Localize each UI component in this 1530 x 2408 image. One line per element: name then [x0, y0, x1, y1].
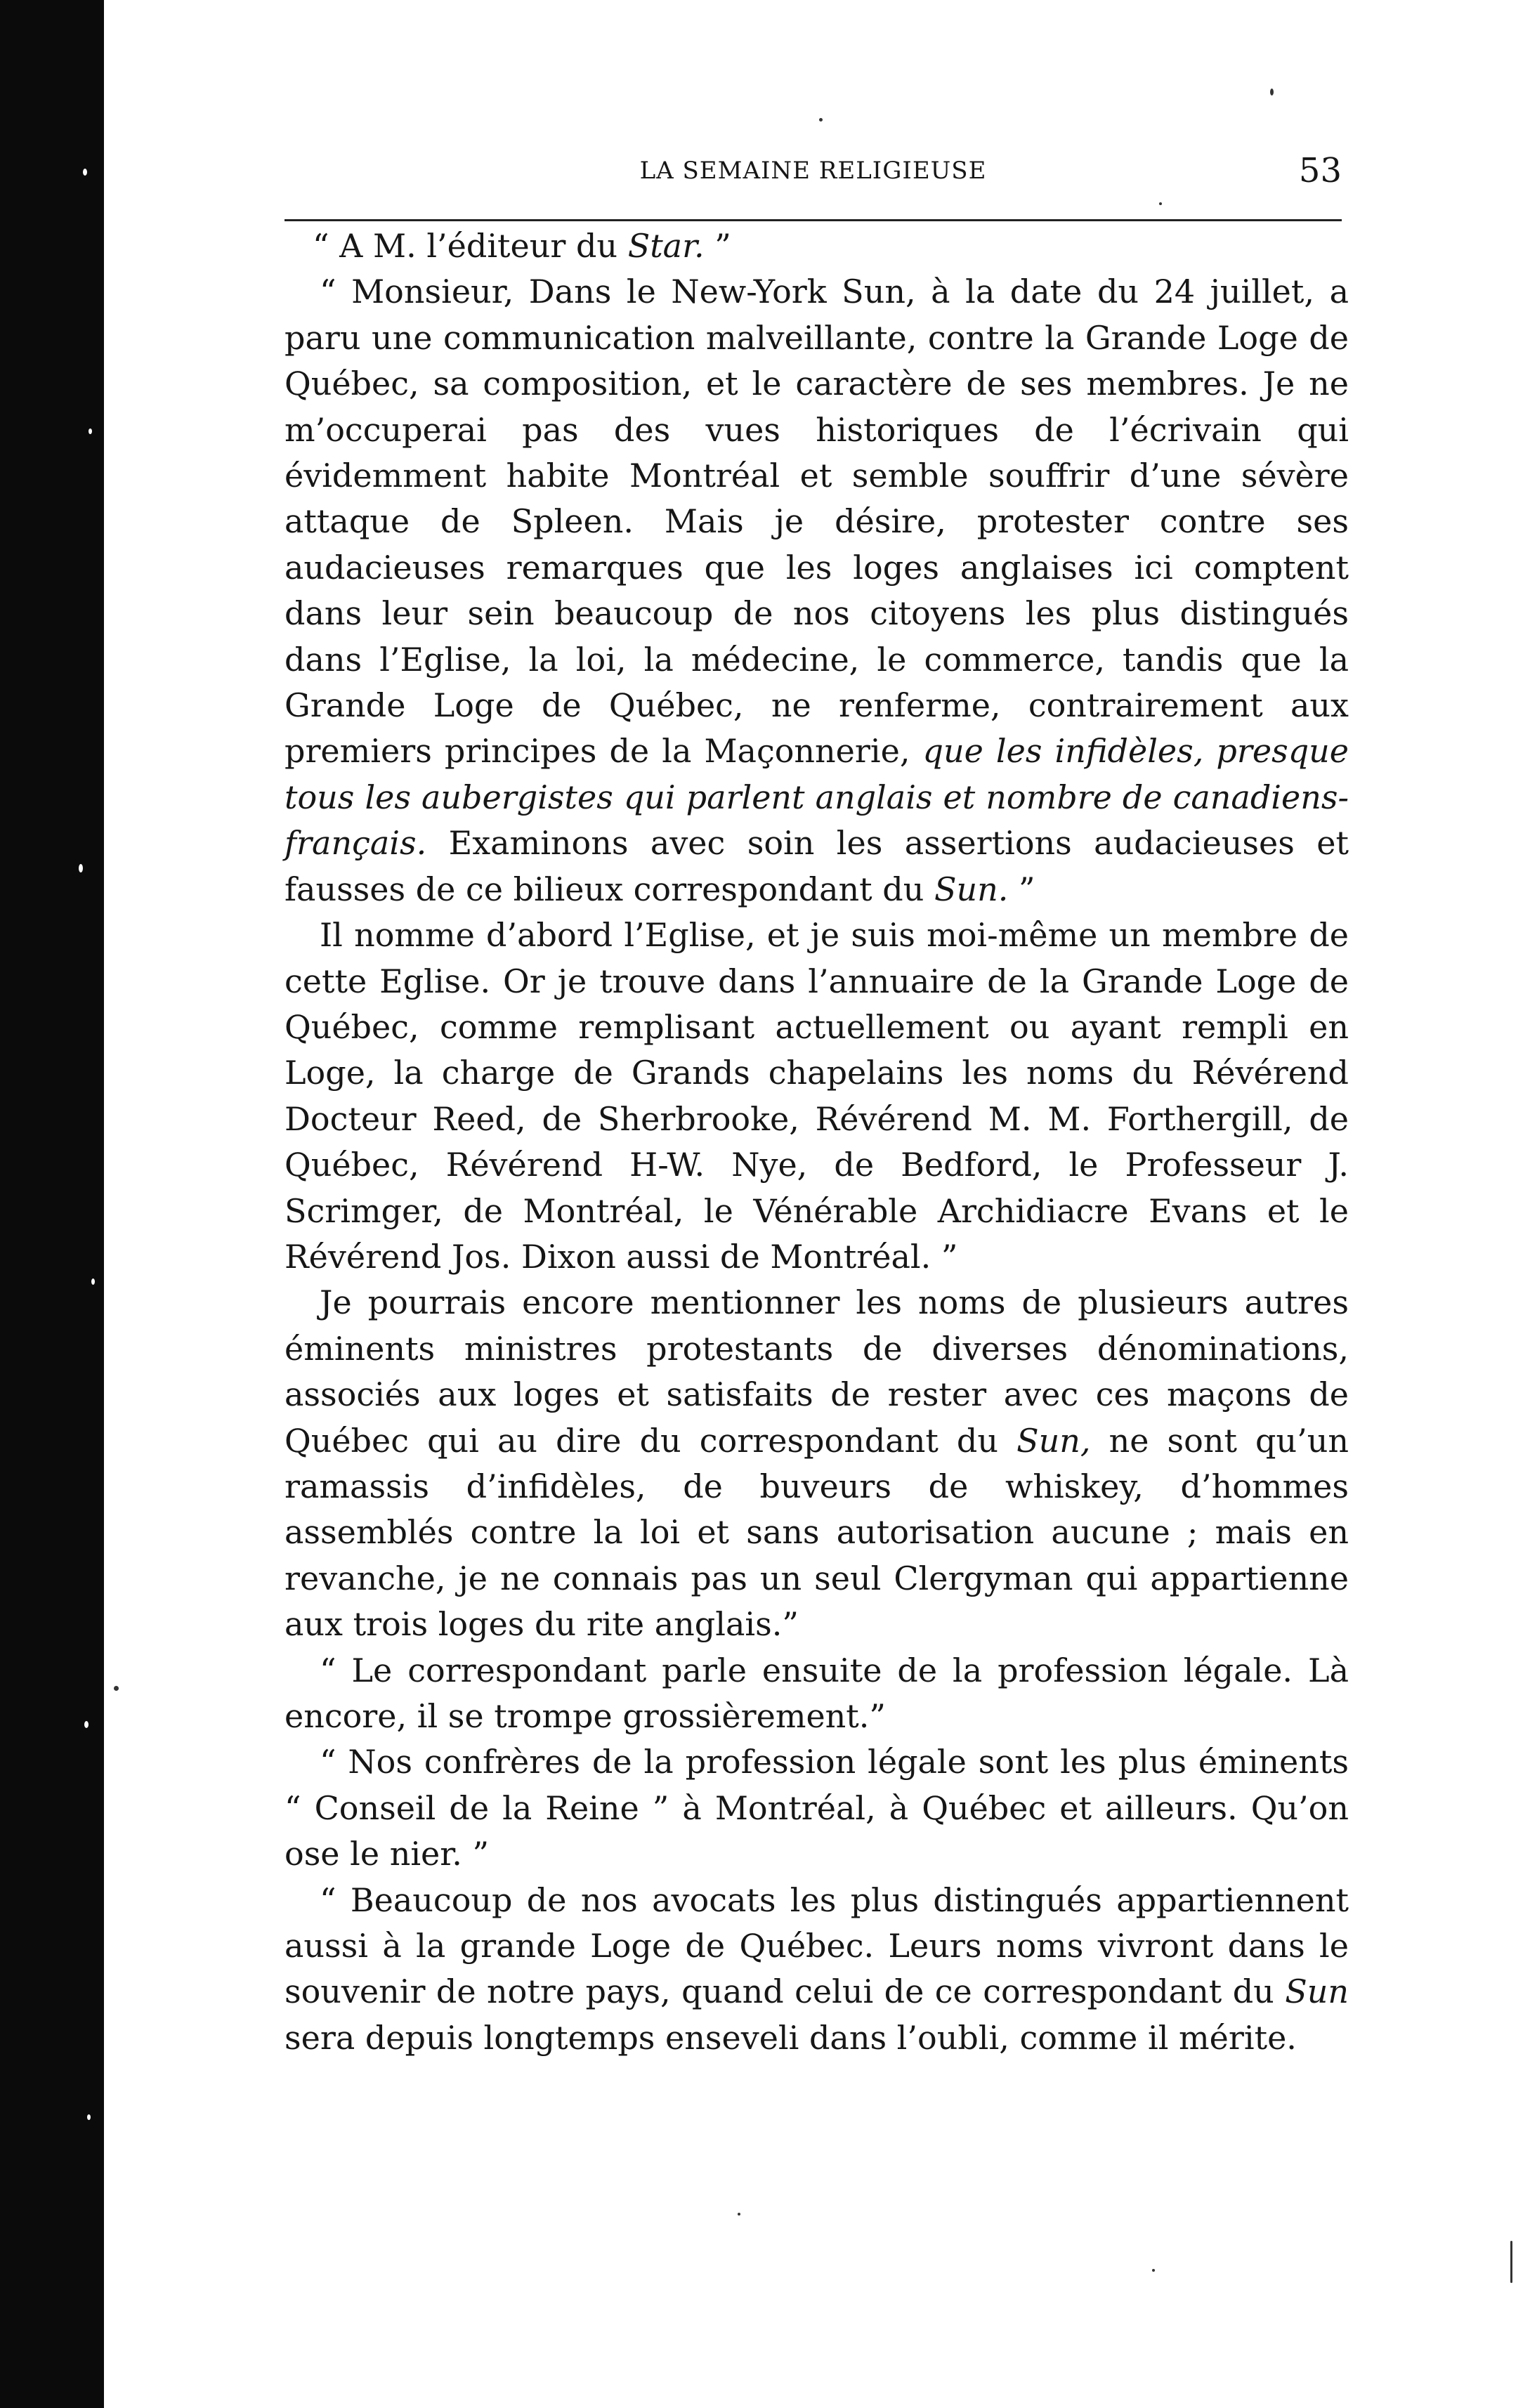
- ink-speck: [819, 118, 823, 122]
- binding-edge: [0, 0, 104, 2408]
- paragraph-4: Je pourrais encore mentionner les noms de plusieurs autres éminents ministres protestants de diverses dénominations, associés aux loges et satisfaits de rester avec ces maçons de Québec qui au dire du correspondant du Sun, ne sont qu’un ramassis d’infidèles, de buveurs de whiskey, d’hommes assemblés contre la loi et sans autorisation aucune ; mais en revanche, je ne connais pas un seul Clergyman qui appartienne aux trois loges du rite anglais.”: [285, 1283, 1349, 1644]
- ink-speck: [1270, 89, 1274, 96]
- page-header: [285, 144, 1342, 193]
- paragraph-3: Il nomme d’abord l’Eglise, et je suis moi-même un membre de cette Eglise. Or je trouve dans l’annuaire de la Grande Loge de Québec, comme remplisant actuellement ou ayant rempli en Loge, la charge de Grands chapelains les noms du Révérend Docteur Reed, de Sherbrooke, Révérend M. M. Forthergill, de Québec, Révérend H-W. Nye, de Bedford, le Professeur J. Scrimger, de Montréal, le Vénérable Archidiacre Evans et le Révérend Jos. Dixon aussi de Montréal. ”: [285, 916, 1349, 1276]
- page-number: 53: [1298, 151, 1342, 190]
- ink-speck: [1152, 2269, 1155, 2272]
- paragraph-5: “ Le correspondant parle ensuite de la profession légale. Là encore, il se trompe grossièrement.”: [285, 1651, 1349, 1735]
- ink-speck: [738, 2213, 740, 2216]
- ink-speck: [1510, 2241, 1512, 2283]
- ink-speck: [114, 1686, 119, 1691]
- paragraph-2: “ Monsieur, Dans le New-York Sun, à la date du 24 juillet, a paru une communication malveillante, contre la Grande Loge de Québec, sa composition, et le caractère de ses membres. Je ne m’occuperai pas des vues historiques de l’écrivain qui évidemment habite Montréal et semble souffrir d’une sévère attaque de Spleen. Mais je désire, protester contre ses audacieuses remarques que les loges anglaises ici comptent dans leur sein beaucoup de nos citoyens les plus distingués dans l’Eglise, la loi, la médecine, le commerce, tandis que la Grande Loge de Québec, ne renferme, contrairement aux premiers principes de la Maçonnerie, que les infidèles, presque tous les aubergistes qui parlent anglais et nombre de canadiens-français. Examinons avec soin les assertions audacieuses et fausses de ce bilieux correspondant du Sun. ”: [285, 273, 1349, 908]
- paragraph-1: “ A M. l’éditeur du Star. ”: [313, 227, 731, 265]
- running-head: LA SEMAINE RELIGIEUSE: [639, 157, 987, 185]
- paragraph-7: “ Beaucoup de nos avocats les plus distingués appartiennent aussi à la grande Loge de Québec. Leurs noms vivront dans le souvenir de notre pays, quand celui de ce correspondant du Sun sera depuis longtemps enseveli dans l’oubli, comme il mérite.: [285, 1880, 1349, 2057]
- ink-speck: [1159, 202, 1162, 205]
- header-rule: [285, 219, 1342, 221]
- paragraph-6: “ Nos confrères de la profession légale sont les plus éminents “ Conseil de la Reine ” à Montréal, à Québec et ailleurs. Qu’on ose le nier. ”: [285, 1743, 1349, 1873]
- page-body: [285, 223, 1349, 2061]
